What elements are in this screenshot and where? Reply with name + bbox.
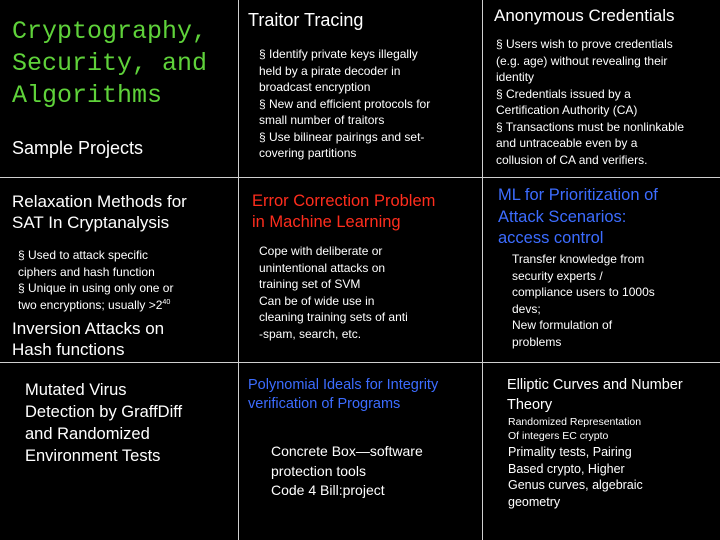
bullet-line: § Users wish to prove credentials [496, 37, 673, 51]
body-line: Concrete Box—software [271, 443, 423, 459]
bullet-line: § Use bilinear pairings and set- [259, 129, 425, 144]
project-body-ml-prioritization [512, 251, 655, 350]
body-line: cleaning training sets of anti [259, 310, 408, 324]
bullet-line: collusion of CA and verifiers. [496, 152, 648, 167]
bullet-line: Certification Authority (CA) [496, 103, 638, 117]
project-heading-mutated-virus: Mutated Virus Detection by GraffDiff and Randomized Environment Tests [25, 381, 183, 465]
bullet-line: § Identify private keys illegally [259, 47, 418, 61]
project-bullets-traitor-tracing [259, 46, 430, 162]
page-subtitle: Sample Projects [12, 138, 144, 158]
project-bullets-anonymous-credentials [496, 36, 684, 168]
body-line: problems [512, 334, 562, 349]
project-heading-relaxation-sat: Relaxation Methods for SAT In Cryptanalysis [12, 192, 187, 232]
bullet-line-text: two encryptions; usually >2 [18, 297, 163, 312]
body-line: compliance users to 1000s [512, 285, 655, 299]
bullet-line: § Credentials issued by a [496, 86, 631, 101]
project-body-error-correction [259, 243, 408, 342]
body-line: Genus curves, algebraic [508, 478, 643, 492]
body-line: Code 4 Bill:project [271, 482, 385, 498]
bullet-line: § Transactions must be nonlinkable [496, 119, 685, 134]
body-line: unintentional attacks on [259, 260, 386, 275]
body-line: Primality tests, Pairing [508, 445, 632, 459]
note-line: Randomized Representation [508, 416, 642, 428]
bullet-line: covering partitions [259, 146, 357, 160]
bullet-line: held by a pirate decoder in [259, 63, 401, 78]
body-line: New formulation of [512, 318, 613, 332]
bullet-line: ciphers and hash function [18, 264, 155, 279]
project-body-elliptic-curves [508, 444, 643, 510]
project-small-note-elliptic-curves [508, 416, 641, 443]
project-body-polynomial-ideals [271, 442, 423, 501]
bullet-line: broadcast encryption [259, 80, 371, 94]
bullet-line: identity [496, 70, 535, 84]
bullet-line: § Used to attack specific [18, 248, 149, 262]
body-line: Can be of wide use in [259, 293, 375, 308]
body-line: geometry [508, 494, 561, 509]
grid-line-vertical-2 [482, 0, 483, 540]
note-line: Of integers EC crypto [508, 429, 609, 442]
project-heading-elliptic-curves: Elliptic Curves and Number Theory [507, 377, 683, 413]
body-line: -spam, search, etc. [259, 326, 362, 341]
bullet-line: and untraceable even by a [496, 136, 638, 150]
project-heading-traitor-tracing: Traitor Tracing [248, 10, 364, 30]
body-line: Based crypto, Higher [508, 461, 625, 476]
grid-line-vertical-1 [238, 0, 239, 540]
page-title: Cryptography, Security, and Algorithms [12, 17, 208, 110]
grid-line-horizontal-2 [0, 362, 720, 363]
project-bullets-relaxation-sat [18, 247, 173, 313]
body-line: security experts / [512, 268, 603, 283]
body-line: Transfer knowledge from [512, 252, 645, 266]
bullet-line [18, 297, 173, 314]
bullet-line: § Unique in using only one or [18, 281, 174, 295]
bullet-line: small number of traitors [259, 113, 385, 127]
body-line: devs; [512, 301, 541, 316]
project-heading-polynomial-ideals: Polynomial Ideals for Integrity verification of Programs [248, 377, 439, 412]
bullet-line: § New and efficient protocols for [259, 96, 431, 111]
bullet-line: (e.g. age) without revealing their [496, 53, 668, 68]
body-line: protection tools [271, 462, 366, 479]
project-heading-inversion-attacks: Inversion Attacks on Hash functions [12, 319, 165, 359]
body-line: training set of SVM [259, 277, 361, 291]
project-heading-error-correction: Error Correction Problem in Machine Learning [252, 192, 436, 231]
exponent: 40 [162, 296, 171, 306]
body-line: Cope with deliberate or [259, 244, 383, 258]
project-heading-ml-prioritization: ML for Prioritization of Attack Scenarios: access control [498, 186, 658, 247]
project-heading-anonymous-credentials: Anonymous Credentials [494, 6, 675, 25]
grid-line-horizontal-1 [0, 177, 720, 178]
